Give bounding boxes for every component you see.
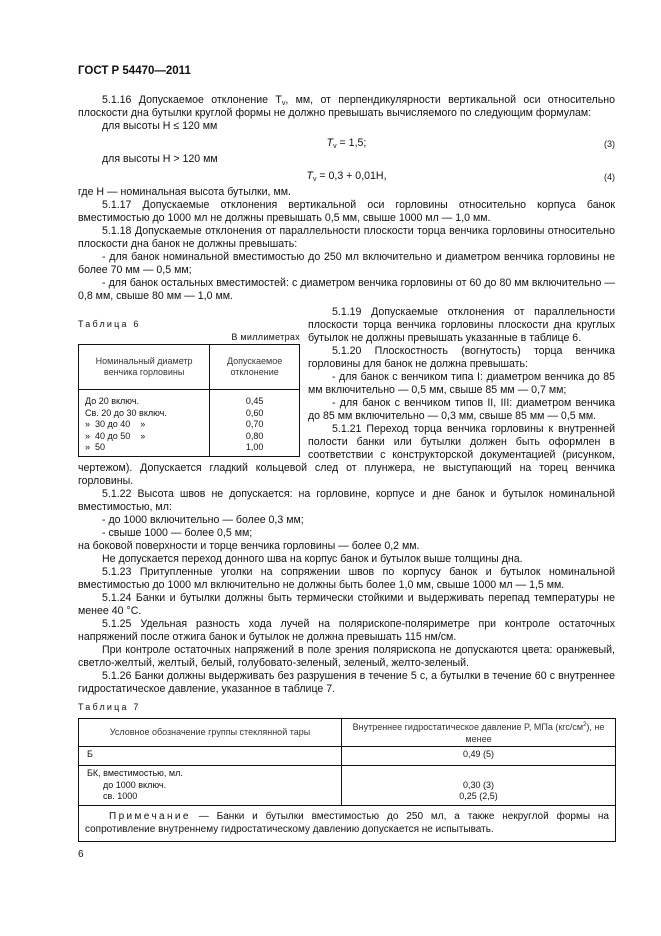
formula-4: $T_v = 0,3 + 0,01H$, (4)	[306, 170, 615, 183]
paragraph-5-1-22: 5.1.22 Высота швов не допускается: на горловине, корпусе и дне банок и бутылок номинальной вместимостью, мл:	[78, 488, 615, 513]
case-1: для высоты H ≤ 120 мм	[102, 120, 218, 132]
table-row: » 30 до 40 » 0,70	[79, 419, 300, 431]
table-6-label: Таблица 6	[78, 319, 141, 329]
table-row: Св. 20 до 30 включ. 0,60	[79, 408, 300, 420]
column-header: Условное обозначение группы стеклянной тары	[79, 719, 342, 747]
section-upper	[78, 94, 615, 696]
list-item: - для банок с венчиком типов II, III: диаметром венчика до 85 мм включительно — 0,3 мм, свыше 85 мм — 0,5 мм.	[308, 397, 615, 422]
case-2: для высоты H > 120 мм	[102, 153, 218, 165]
table-7-label: Таблица 7	[78, 702, 141, 712]
table-row: БК, вместимостью, мл. до 1000 включ. св. 1000 0,30 (3) 0,25 (2,5)	[79, 766, 616, 806]
paragraph-text: на боковой поверхности и торце венчика горловины — более 0,2 мм.	[78, 540, 420, 552]
table-6-block	[78, 318, 300, 457]
document-header: ГОСТ Р 54470—2011	[78, 65, 191, 77]
table-row: Б 0,49 (5)	[79, 747, 616, 766]
list-item: - свыше 1000 — более 0,5 мм;	[102, 527, 253, 539]
page-number: 6	[78, 849, 84, 860]
table-6	[78, 344, 300, 457]
paragraph-5-1-24: 5.1.24 Банки и бутылки должны быть термически стойкими и выдерживать перепад температуры не менее 40 °С.	[78, 592, 615, 617]
list-item: - для банок остальных вместимостей: с диаметром венчика горловины от 60 до 80 мм включительно — 0,8 мм, свыше 80 мм — 1,0 мм.	[78, 277, 615, 302]
column-header: Номинальный диаметр венчика горловины	[79, 345, 210, 390]
paragraph-5-1-20: 5.1.20 Плоскостность (вогнутость) торца венчика горловины для банок не должна превышать:	[308, 345, 615, 370]
paragraph-5-1-23: 5.1.23 Притупленные уголки на сопряжении швов по корпусу банок и бутылок номинальной вместимостью до 1000 мл включительно не должны быть более 1,0 мм, свыше 1000 мл — 1,5 мм.	[78, 566, 615, 591]
paragraph-text: При контроле остаточных напряжений в поле зрения полярископа не допускаются цвета: оранжевый, светло-желтый, желтый, белый, голубовато-зеленый, зеленый, желто-зеленый.	[78, 644, 615, 669]
table-note-row: Примечание — Банки и бутылки вместимостью до 250 мл, а также некруглой формы на сопротивление внутреннему гидростатическому давлению допускается не испытывать.	[79, 805, 616, 841]
table-row: » 50 1,00	[79, 442, 300, 456]
table-7	[78, 718, 616, 842]
table-row: » 40 до 50 » 0,80	[79, 431, 300, 443]
wrap-section	[78, 306, 615, 488]
paragraph-5-1-19: 5.1.19 Допускаемые отклонения от параллельности плоскости торца венчика горловины плоскости дна круглых бутылок не должны превышать указанные в таблице 6.	[308, 306, 615, 344]
formula-3: $T_v = 1,5$; (3)	[326, 137, 615, 150]
column-header: Допускаемое отклонение	[210, 345, 300, 390]
where-clause: где H — номинальная высота бутылки, мм.	[78, 186, 291, 198]
paragraph-5-1-25: 5.1.25 Удельная разность хода лучей на полярископе-поляриметре при контроле остаточных напряжений после отжига банок и бутылок не должна превышать 115 нм/см.	[78, 618, 615, 643]
paragraph-5-1-21: 5.1.21 Переход торца венчика горловины к внутренней полости банки или бутылки должен быть оформлен в соответствии с конструкторской документацией (рисунком, чертежом). Допускается гладкий кольцевой след от плунжера, не выступающий на торец венчика горловины.	[78, 423, 615, 487]
column-header: Внутреннее гидростатическое давление P, МПа $(кгс/см^2)$, не менее	[342, 719, 616, 747]
list-item: - для банок номинальной вместимостью до 250 мл включительно и диаметром венчика горловины не более 70 мм — 0,5 мм;	[78, 251, 615, 276]
list-item: - для банок с венчиком типа I: диаметром венчика до 85 мм включительно — 0,5 мм, свыше 85 мм — 0,7 мм;	[308, 371, 615, 396]
paragraph-5-1-18: 5.1.18 Допускаемые отклонения от параллельности плоскости торца венчика горловины относительно плоскости дна банок не должны превышать:	[78, 225, 615, 250]
paragraph-5-1-26: 5.1.26 Банки должны выдерживать без разрушения в течение 5 с, а бутылки в течение 60 с внутреннее гидростатическое давление, указанное в таблице 7.	[78, 670, 615, 695]
paragraph-5-1-17: 5.1.17 Допускаемые отклонения вертикальной оси горловины относительно корпуса банок вместимостью до 1000 мл не должны превышать 0,5 мм, свыше 1000 мл — 1,0 мм.	[78, 199, 615, 224]
list-item: - до 1000 включительно — более 0,3 мм;	[102, 514, 304, 526]
paragraph-5-1-16: 5.1.16 Допускаемое отклонение $T_v$, мм, от перпендикулярности вертикальной оси относительно плоскости дна бутылки круглой формы не должно превышать вычисляемого по следующим формулам:	[78, 94, 615, 119]
table-6-units: В миллиметрах	[231, 332, 300, 342]
paragraph-text: Не допускается переход донного шва на корпус банок и бутылок выше толщины дна.	[102, 553, 523, 565]
table-row: До 20 включ. 0,45	[79, 390, 300, 408]
